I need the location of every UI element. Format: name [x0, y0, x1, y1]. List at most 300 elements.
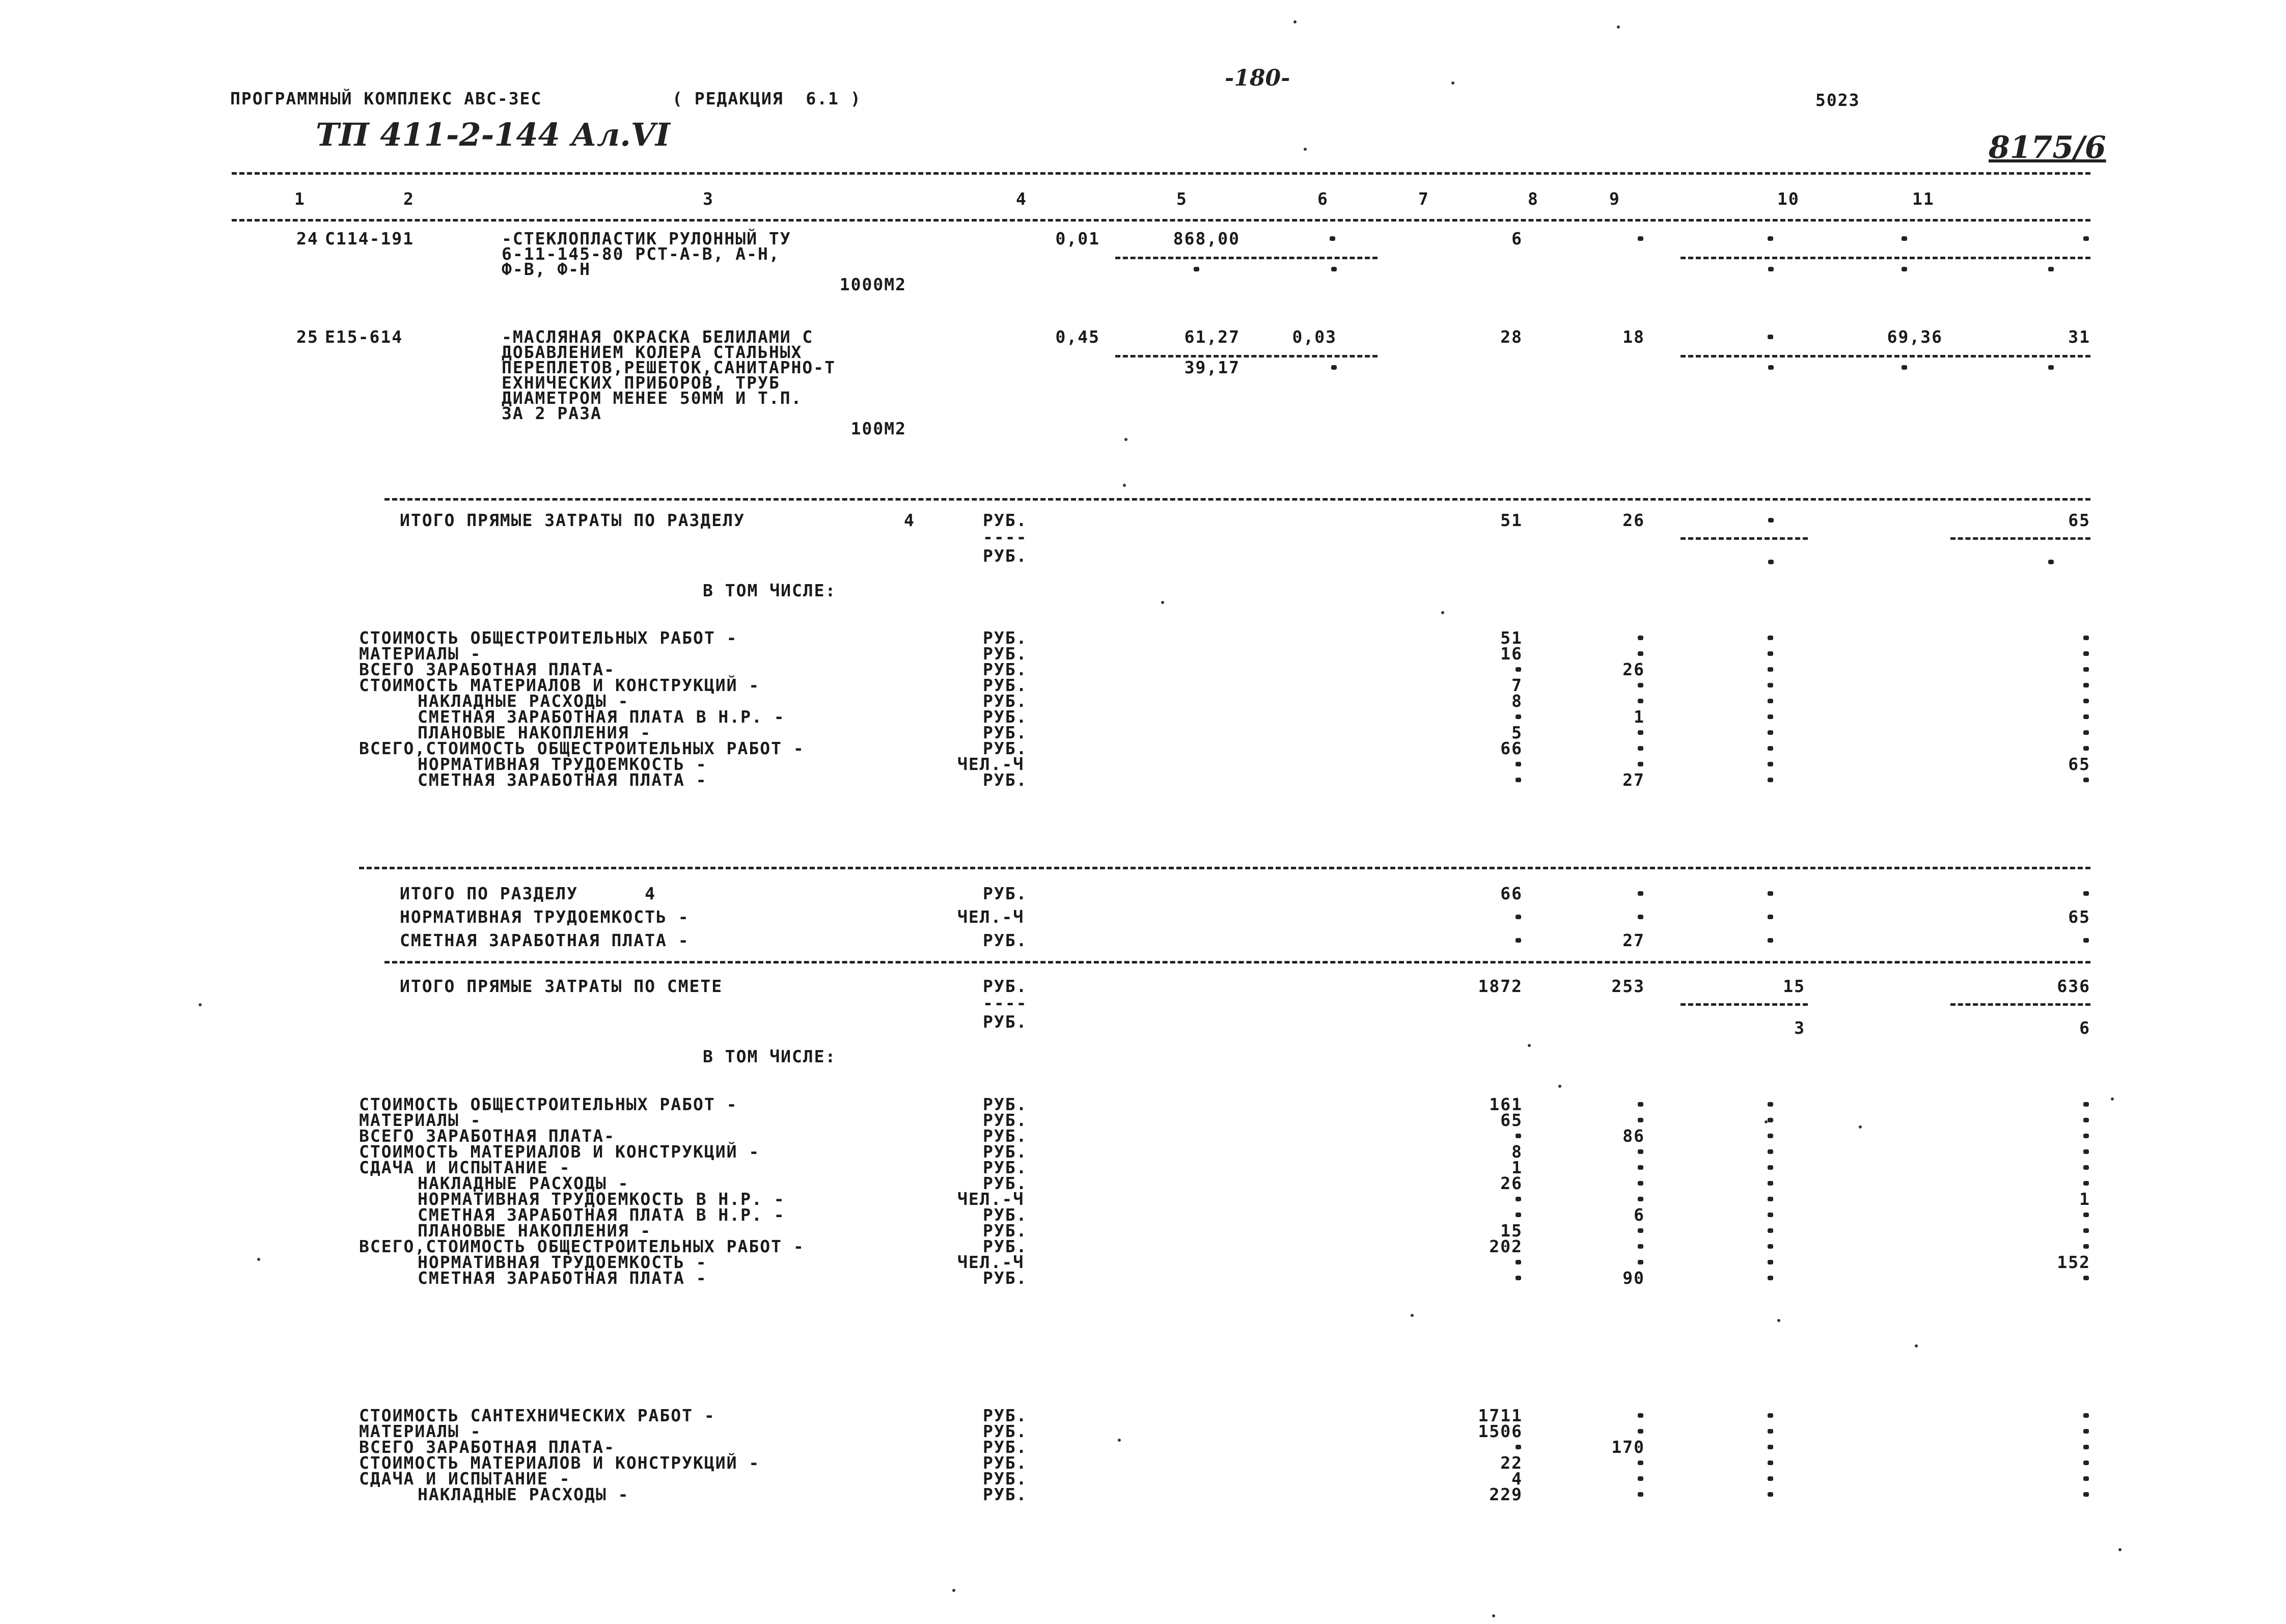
section-itog-col7	[1516, 938, 1521, 943]
breakdown-col9	[1768, 1165, 1773, 1170]
scan-speck	[1617, 25, 1620, 29]
estimate-total-col9: 15	[1783, 976, 1805, 996]
breakdown-col7: 8	[1511, 691, 1523, 711]
column-number-2: 2	[403, 189, 415, 209]
item-quantity: 0,45	[1055, 327, 1100, 347]
scan-speck	[257, 1258, 260, 1261]
item-col7: 6	[1511, 229, 1523, 249]
section-rule	[359, 867, 2090, 869]
scan-speck	[1441, 611, 1444, 614]
breakdown-col11	[2083, 1276, 2089, 1280]
breakdown-label: МАТЕРИАЛЫ -	[359, 1421, 482, 1441]
dash-mark	[1331, 267, 1337, 271]
breakdown-col9	[1768, 1429, 1773, 1434]
breakdown-col9	[1768, 1213, 1773, 1217]
item-number: 25	[296, 327, 319, 347]
breakdown-unit: РУБ.	[983, 770, 1028, 790]
estimate-total-col8: 253	[1611, 976, 1645, 996]
item-sub-rule	[1115, 355, 1378, 357]
item-code: С114-191	[325, 229, 414, 249]
breakdown-unit: РУБ.	[983, 1484, 1028, 1504]
unit-separator: ----	[983, 993, 1028, 1013]
scan-speck	[1123, 484, 1126, 487]
breakdown-col11	[2083, 730, 2089, 735]
breakdown-col8: 26	[1622, 659, 1645, 679]
including-label: В ТОМ ЧИСЛЕ:	[703, 1047, 837, 1066]
breakdown-unit: РУБ.	[983, 1421, 1028, 1441]
breakdown-col11	[2083, 1228, 2089, 1233]
breakdown-col7	[1516, 1197, 1521, 1201]
breakdown-col9	[1768, 714, 1773, 719]
dash-mark	[1902, 236, 1907, 241]
breakdown-col8	[1638, 651, 1643, 656]
breakdown-col11	[2083, 1429, 2089, 1434]
breakdown-col7: 26	[1500, 1173, 1523, 1193]
section-itog-unit: ЧЕЛ.-Ч	[957, 907, 1025, 927]
section-itog-label: НОРМАТИВНАЯ ТРУДОЕМКОСТЬ -	[400, 907, 690, 927]
section-itog-col8	[1638, 891, 1643, 896]
breakdown-unit: РУБ.	[983, 1126, 1028, 1146]
breakdown-col11	[2083, 1102, 2089, 1107]
item-quantity: 0,01	[1055, 229, 1100, 249]
breakdown-col8	[1638, 1149, 1643, 1154]
breakdown-col11	[2083, 778, 2089, 782]
section-itog-col11	[2083, 891, 2089, 896]
section-rule	[384, 961, 2090, 964]
breakdown-col7: 161	[1489, 1094, 1523, 1114]
breakdown-col8: 90	[1622, 1268, 1645, 1288]
breakdown-col9	[1768, 1134, 1773, 1138]
item-number: 24	[296, 229, 319, 249]
breakdown-col11	[2083, 1445, 2089, 1449]
breakdown-unit: РУБ.	[983, 1453, 1028, 1473]
breakdown-label: СДАЧА И ИСПЫТАНИЕ -	[359, 1158, 571, 1177]
breakdown-label: СТОИМОСТЬ МАТЕРИАЛОВ И КОНСТРУКЦИЙ -	[359, 675, 760, 695]
sub-rule	[1681, 1003, 1808, 1006]
section-itog-unit: РУБ.	[983, 930, 1028, 950]
breakdown-col11	[2083, 699, 2089, 703]
item-price-wages: 39,17	[1184, 357, 1240, 377]
breakdown-label: СТОИМОСТЬ ОБЩЕСТРОИТЕЛЬНЫХ РАБОТ -	[359, 1094, 738, 1114]
breakdown-unit: РУБ.	[983, 1110, 1028, 1130]
section-total-col7: 51	[1500, 510, 1523, 530]
breakdown-col9	[1768, 1149, 1773, 1154]
breakdown-unit: ЧЕЛ.-Ч	[957, 1189, 1025, 1209]
breakdown-col11	[2083, 1118, 2089, 1122]
breakdown-unit: РУБ.	[983, 707, 1028, 727]
breakdown-col8	[1638, 1429, 1643, 1434]
breakdown-col11	[2083, 1413, 2089, 1418]
dash-mark	[1331, 365, 1337, 370]
item-code: Е15-614	[325, 327, 403, 347]
breakdown-label: СТОИМОСТЬ МАТЕРИАЛОВ И КОНСТРУКЦИЙ -	[359, 1453, 760, 1473]
breakdown-label: ПЛАНОВЫЕ НАКОПЛЕНИЯ -	[418, 1221, 652, 1241]
breakdown-col7: 229	[1489, 1484, 1523, 1504]
breakdown-unit: РУБ.	[983, 1268, 1028, 1288]
dash-mark	[2048, 365, 2054, 370]
breakdown-unit: РУБ.	[983, 723, 1028, 742]
breakdown-col11	[2083, 1244, 2089, 1249]
scan-speck	[1915, 1344, 1918, 1347]
breakdown-col9	[1768, 636, 1773, 640]
breakdown-label: НАКЛАДНЫЕ РАСХОДЫ -	[418, 1484, 629, 1504]
breakdown-col7	[1516, 1260, 1521, 1264]
breakdown-label: ВСЕГО ЗАРАБОТНАЯ ПЛАТА-	[359, 659, 615, 679]
dash-mark	[1768, 518, 1774, 522]
breakdown-col8	[1638, 1228, 1643, 1233]
dash-mark	[1768, 560, 1774, 564]
breakdown-col7	[1516, 778, 1521, 782]
item-col9	[1768, 236, 1773, 241]
section-total-col8: 26	[1622, 510, 1645, 530]
breakdown-unit: РУБ.	[983, 1437, 1028, 1457]
scan-speck	[1558, 1085, 1561, 1088]
breakdown-unit: РУБ.	[983, 1094, 1028, 1114]
section-total-unit: РУБ.	[983, 510, 1028, 530]
item-description-line: ДОБАВЛЕНИЕМ КОЛЕРА СТАЛЬНЫХ	[502, 342, 803, 362]
breakdown-label: НОРМАТИВНАЯ ТРУДОЕМКОСТЬ -	[418, 1252, 707, 1272]
section-itog-col9	[1768, 891, 1773, 896]
breakdown-label: ВСЕГО ЗАРАБОТНАЯ ПЛАТА-	[359, 1437, 615, 1457]
item-unit: 1000М2	[839, 274, 906, 294]
breakdown-label: СМЕТНАЯ ЗАРАБОТНАЯ ПЛАТА В Н.Р. -	[418, 1205, 785, 1225]
scan-speck	[1161, 601, 1164, 604]
page-number: -180-	[1225, 65, 1290, 91]
section-itog-col8	[1638, 915, 1643, 919]
breakdown-col9	[1768, 762, 1773, 766]
estimate-total-unit: РУБ.	[983, 976, 1028, 996]
breakdown-col7	[1516, 1213, 1521, 1217]
breakdown-col8	[1638, 762, 1643, 766]
section-number: 4	[904, 510, 915, 530]
breakdown-label: НОРМАТИВНАЯ ТРУДОЕМКОСТЬ -	[418, 754, 707, 774]
breakdown-label: СДАЧА И ИСПЫТАНИЕ -	[359, 1469, 571, 1489]
breakdown-label: ПЛАНОВЫЕ НАКОПЛЕНИЯ -	[418, 723, 652, 742]
estimate-total-col7: 1872	[1478, 976, 1523, 996]
breakdown-col7	[1516, 714, 1521, 719]
breakdown-col7: 8	[1511, 1142, 1523, 1162]
breakdown-col9	[1768, 1102, 1773, 1107]
scan-speck	[2118, 1548, 2122, 1551]
breakdown-unit: ЧЕЛ.-Ч	[957, 1252, 1025, 1272]
item-description-line: 6-11-145-80 РСТ-А-В, А-Н,	[502, 244, 780, 264]
breakdown-col8: 1	[1634, 707, 1645, 727]
section-itog-col7: 66	[1500, 884, 1523, 903]
breakdown-unit: РУБ.	[983, 1236, 1028, 1256]
breakdown-col8	[1638, 1244, 1643, 1249]
section-itog-label: СМЕТНАЯ ЗАРАБОТНАЯ ПЛАТА -	[400, 930, 690, 950]
breakdown-col9	[1768, 699, 1773, 703]
breakdown-label: НАКЛАДНЫЕ РАСХОДЫ -	[418, 691, 629, 711]
item-description-line: ПЕРЕПЛЕТОВ,РЕШЕТОК,САНИТАРНО-Т	[502, 357, 836, 377]
breakdown-col8	[1638, 1181, 1643, 1186]
breakdown-col9	[1768, 1244, 1773, 1249]
breakdown-label: СТОИМОСТЬ МАТЕРИАЛОВ И КОНСТРУКЦИЙ -	[359, 1142, 760, 1162]
item-col9	[1768, 335, 1773, 339]
breakdown-col11	[2083, 636, 2089, 640]
section-itog-col11: 65	[2068, 907, 2090, 927]
breakdown-label: СМЕТНАЯ ЗАРАБОТНАЯ ПЛАТА В Н.Р. -	[418, 707, 785, 727]
breakdown-col11	[2083, 683, 2089, 687]
breakdown-col9	[1768, 1181, 1773, 1186]
item-col8	[1638, 236, 1643, 241]
breakdown-label: СМЕТНАЯ ЗАРАБОТНАЯ ПЛАТА -	[418, 770, 707, 790]
item-col6: 0,03	[1292, 327, 1337, 347]
breakdown-col11	[2083, 714, 2089, 719]
dash-mark	[1902, 365, 1907, 370]
section-itog-col9	[1768, 915, 1773, 919]
column-number-6: 6	[1317, 189, 1329, 209]
scan-speck	[1124, 438, 1127, 441]
scan-speck	[1765, 1120, 1768, 1123]
breakdown-col8	[1638, 683, 1643, 687]
scan-speck	[1118, 1439, 1121, 1442]
breakdown-col11	[2083, 1213, 2089, 1217]
column-number-1: 1	[294, 189, 306, 209]
breakdown-col9	[1768, 1260, 1773, 1264]
scan-speck	[1777, 1319, 1780, 1322]
scan-speck	[199, 1003, 202, 1006]
scan-speck	[1492, 1614, 1495, 1617]
dash-mark	[1194, 267, 1199, 271]
header-top-rule	[232, 172, 2090, 175]
scan-speck	[2111, 1097, 2114, 1100]
breakdown-unit: РУБ.	[983, 675, 1028, 695]
edition-label: ( РЕДАКЦИЯ 6.1 )	[672, 89, 862, 108]
breakdown-unit: РУБ.	[983, 1173, 1028, 1193]
breakdown-unit: РУБ.	[983, 659, 1028, 679]
breakdown-col11	[2083, 1134, 2089, 1138]
section-total-label: ИТОГО ПРЯМЫЕ ЗАТРАТЫ ПО РАЗДЕЛУ	[400, 510, 745, 530]
item-description-line: -МАСЛЯНАЯ ОКРАСКА БЕЛИЛАМИ С	[502, 327, 814, 347]
item-sub-rule	[1115, 257, 1378, 259]
scan-speck	[1411, 1314, 1414, 1317]
estimate-total-unit-2: РУБ.	[983, 1012, 1028, 1032]
column-number-7: 7	[1418, 189, 1429, 209]
breakdown-col11	[2083, 1461, 2089, 1465]
breakdown-col11	[2083, 667, 2089, 672]
breakdown-col11	[2083, 1165, 2089, 1170]
breakdown-col9	[1768, 1476, 1773, 1481]
scan-speck	[1451, 81, 1454, 85]
breakdown-label: СТОИМОСТЬ САНТЕХНИЧЕСКИХ РАБОТ -	[359, 1406, 715, 1425]
scan-speck	[1859, 1125, 1862, 1128]
section-itog-unit: РУБ.	[983, 884, 1028, 903]
dash-mark	[1768, 267, 1774, 271]
document-code: 5023	[1815, 90, 1860, 110]
item-col10: 69,36	[1887, 327, 1943, 347]
sub-rule	[1950, 1003, 2090, 1006]
sub-rule	[1950, 537, 2090, 540]
breakdown-col9	[1768, 730, 1773, 735]
breakdown-label: ВСЕГО ЗАРАБОТНАЯ ПЛАТА-	[359, 1126, 615, 1146]
breakdown-col9	[1768, 1118, 1773, 1122]
column-number-3: 3	[703, 189, 714, 209]
header-bottom-rule	[232, 219, 2090, 222]
estimate-total-label: ИТОГО ПРЯМЫЕ ЗАТРАТЫ ПО СМЕТЕ	[400, 976, 723, 996]
item-description-line: ЕХНИЧЕСКИХ ПРИБОРОВ, ТРУБ	[502, 373, 780, 393]
breakdown-col8	[1638, 699, 1643, 703]
breakdown-col9	[1768, 1228, 1773, 1233]
breakdown-col8	[1638, 1165, 1643, 1170]
breakdown-col7: 5	[1511, 723, 1523, 742]
estimate-total-col9b: 3	[1794, 1018, 1805, 1038]
breakdown-col9	[1768, 667, 1773, 672]
scan-speck	[1293, 20, 1297, 23]
column-number-8: 8	[1528, 189, 1539, 209]
breakdown-col7: 202	[1489, 1236, 1523, 1256]
breakdown-col7: 1	[1511, 1158, 1523, 1177]
section-itog-col8: 27	[1622, 930, 1645, 950]
breakdown-col7: 16	[1500, 644, 1523, 664]
dash-mark	[1768, 365, 1774, 370]
breakdown-unit: РУБ.	[983, 1406, 1028, 1425]
item-col11	[2083, 236, 2089, 241]
breakdown-col11	[2083, 651, 2089, 656]
breakdown-col8	[1638, 1197, 1643, 1201]
column-number-9: 9	[1609, 189, 1620, 209]
breakdown-col11	[2083, 1492, 2089, 1497]
breakdown-label: ВСЕГО,СТОИМОСТЬ ОБЩЕСТРОИТЕЛЬНЫХ РАБОТ -	[359, 738, 805, 758]
breakdown-col11: 65	[2068, 754, 2090, 774]
item-description-line: ЗА 2 РАЗА	[502, 403, 602, 423]
breakdown-col9	[1768, 1445, 1773, 1449]
breakdown-col7: 51	[1500, 628, 1523, 648]
section-itog-col9	[1768, 938, 1773, 943]
breakdown-col11: 1	[2079, 1189, 2090, 1209]
breakdown-col9	[1768, 1276, 1773, 1280]
item-col11: 31	[2068, 327, 2090, 347]
breakdown-col11	[2083, 1149, 2089, 1154]
breakdown-col7: 1711	[1478, 1406, 1523, 1425]
breakdown-col7	[1516, 1276, 1521, 1280]
breakdown-col8: 86	[1622, 1126, 1645, 1146]
sheet-number: 8175/6	[1989, 130, 2106, 166]
estimate-total-col11: 636	[2057, 976, 2090, 996]
breakdown-col8	[1638, 1413, 1643, 1418]
breakdown-unit: РУБ.	[983, 1142, 1028, 1162]
breakdown-unit: РУБ.	[983, 1158, 1028, 1177]
column-number-10: 10	[1777, 189, 1800, 209]
breakdown-unit: РУБ.	[983, 1205, 1028, 1225]
section-itog-col11	[2083, 938, 2089, 943]
program-name: ПРОГРАММНЫЙ КОМПЛЕКС АВС-ЗЕС	[230, 89, 542, 108]
breakdown-col7	[1516, 1445, 1521, 1449]
breakdown-col8	[1638, 1492, 1643, 1497]
breakdown-label: МАТЕРИАЛЫ -	[359, 1110, 482, 1130]
breakdown-unit: РУБ.	[983, 628, 1028, 648]
project-number: ТП 411-2-144 Ал.VI	[316, 116, 670, 153]
breakdown-col9	[1768, 1492, 1773, 1497]
section-total-unit-2: РУБ.	[983, 546, 1028, 566]
section-itog-col7	[1516, 915, 1521, 919]
breakdown-unit: РУБ.	[983, 644, 1028, 664]
breakdown-col7: 66	[1500, 738, 1523, 758]
breakdown-col9	[1768, 778, 1773, 782]
breakdown-col7: 15	[1500, 1221, 1523, 1241]
breakdown-col11	[2083, 1181, 2089, 1186]
breakdown-label: НАКЛАДНЫЕ РАСХОДЫ -	[418, 1173, 629, 1193]
estimate-total-col11b: 6	[2079, 1018, 2090, 1038]
item-col8: 18	[1622, 327, 1645, 347]
item-description-line: ДИАМЕТРОМ МЕНЕЕ 50ММ И Т.П.	[502, 388, 803, 408]
breakdown-unit: РУБ.	[983, 738, 1028, 758]
dash-mark	[2048, 267, 2054, 271]
breakdown-col7	[1516, 1134, 1521, 1138]
scan-speck	[1528, 1044, 1531, 1047]
breakdown-unit: ЧЕЛ.-Ч	[957, 754, 1025, 774]
dash-mark	[1902, 267, 1907, 271]
breakdown-col7: 7	[1511, 675, 1523, 695]
column-number-11: 11	[1912, 189, 1935, 209]
breakdown-col11	[2083, 1476, 2089, 1481]
breakdown-label: НОРМАТИВНАЯ ТРУДОЕМКОСТЬ В Н.Р. -	[418, 1189, 785, 1209]
item-unit: 100М2	[850, 419, 906, 438]
breakdown-col9	[1768, 651, 1773, 656]
breakdown-col9	[1768, 746, 1773, 751]
breakdown-col11	[2083, 746, 2089, 751]
breakdown-col8: 27	[1622, 770, 1645, 790]
unit-separator: ----	[983, 527, 1028, 547]
item-description-line: -СТЕКЛОПЛАСТИК РУЛОННЫЙ ТУ	[502, 229, 791, 249]
item-col6	[1330, 236, 1335, 241]
breakdown-col7: 22	[1500, 1453, 1523, 1473]
breakdown-col9	[1768, 683, 1773, 687]
breakdown-col7	[1516, 667, 1521, 672]
breakdown-label: МАТЕРИАЛЫ -	[359, 644, 482, 664]
scan-speck	[952, 1589, 955, 1592]
sub-rule	[1681, 537, 1808, 540]
scan-speck	[1304, 148, 1307, 151]
item-col7: 28	[1500, 327, 1523, 347]
breakdown-col8	[1638, 1461, 1643, 1465]
item-price: 868,00	[1173, 229, 1240, 249]
section-rule	[384, 498, 2090, 501]
column-number-5: 5	[1176, 189, 1188, 209]
item-sub-rule	[1681, 257, 2090, 259]
breakdown-col8: 170	[1611, 1437, 1645, 1457]
breakdown-col8	[1638, 1102, 1643, 1107]
breakdown-col8	[1638, 746, 1643, 751]
item-description-line: Ф-В, Ф-Н	[502, 259, 591, 279]
breakdown-col9	[1768, 1413, 1773, 1418]
breakdown-label: СТОИМОСТЬ ОБЩЕСТРОИТЕЛЬНЫХ РАБОТ -	[359, 628, 738, 648]
breakdown-col8: 6	[1634, 1205, 1645, 1225]
including-label: В ТОМ ЧИСЛЕ:	[703, 581, 837, 600]
breakdown-unit: РУБ.	[983, 1469, 1028, 1489]
breakdown-label: СМЕТНАЯ ЗАРАБОТНАЯ ПЛАТА -	[418, 1268, 707, 1288]
breakdown-unit: РУБ.	[983, 1221, 1028, 1241]
breakdown-col7: 1506	[1478, 1421, 1523, 1441]
item-sub-rule	[1681, 355, 2090, 357]
breakdown-unit: РУБ.	[983, 691, 1028, 711]
breakdown-col11: 152	[2057, 1252, 2090, 1272]
breakdown-col9	[1768, 1197, 1773, 1201]
breakdown-col8	[1638, 730, 1643, 735]
breakdown-col7: 4	[1511, 1469, 1523, 1489]
breakdown-col8	[1638, 1118, 1643, 1122]
section-total-col11: 65	[2068, 510, 2090, 530]
breakdown-col8	[1638, 1476, 1643, 1481]
breakdown-label: ВСЕГО,СТОИМОСТЬ ОБЩЕСТРОИТЕЛЬНЫХ РАБОТ -	[359, 1236, 805, 1256]
section-itog-label: ИТОГО ПО РАЗДЕЛУ 4	[400, 884, 656, 903]
breakdown-col7: 65	[1500, 1110, 1523, 1130]
column-number-4: 4	[1016, 189, 1027, 209]
breakdown-col9	[1768, 1461, 1773, 1465]
breakdown-col8	[1638, 1260, 1643, 1264]
breakdown-col7	[1516, 762, 1521, 766]
dash-mark	[2048, 560, 2054, 564]
